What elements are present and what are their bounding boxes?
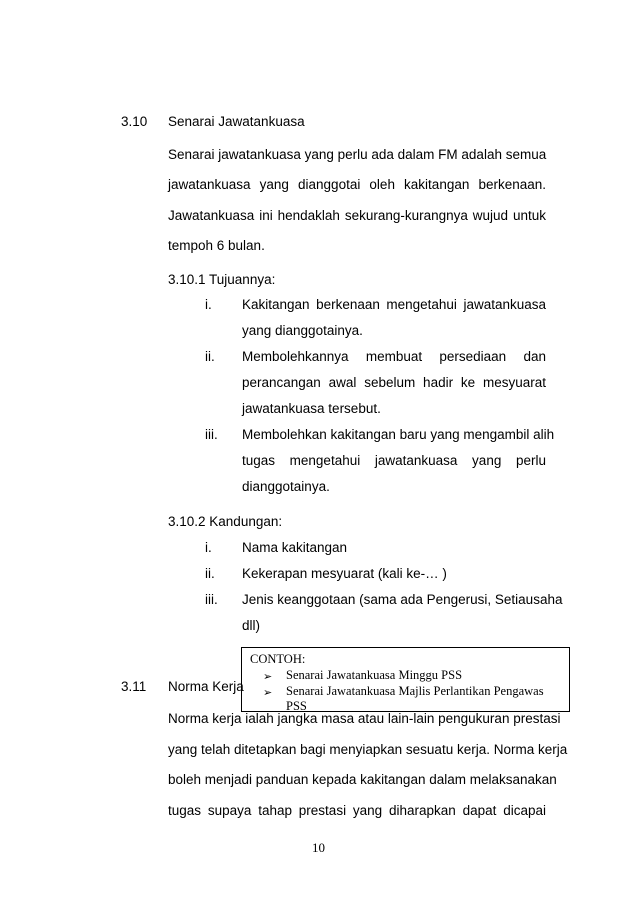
example-item: PSS [286, 699, 307, 713]
list-item-line: Kekerapan mesyuarat (kali ke-… ) [242, 566, 447, 581]
example-label: CONTOH: [250, 652, 306, 666]
list-item-line: perancangan awal sebelum hadir ke mesyuarat [242, 375, 546, 390]
section-title: Norma Kerja [168, 679, 244, 694]
page-number: 10 [312, 840, 325, 855]
subsection-heading: 3.10.1 Tujuannya: [168, 272, 276, 287]
example-item: Senarai Jawatankuasa Majlis Perlantikan Pengawas [286, 684, 544, 698]
list-item-line: tugas mengetahui jawatankuasa yang perlu [242, 453, 546, 468]
list-number: iii. [205, 592, 218, 607]
section-title: Senarai Jawatankuasa [168, 114, 305, 129]
list-item-line: dianggotainya. [242, 479, 330, 494]
list-number: i. [205, 540, 212, 555]
paragraph-line: Jawatankuasa ini hendaklah sekurang-kurangnya wujud untuk [168, 208, 546, 223]
example-box [241, 647, 570, 712]
arrow-bullet-icon: ➢ [263, 687, 273, 699]
subsection-heading: 3.10.2 Kandungan: [168, 514, 283, 529]
paragraph-line: tempoh 6 bulan. [168, 238, 265, 253]
list-item-line: Kakitangan berkenaan mengetahui jawatankuasa [242, 297, 546, 312]
list-number: iii. [205, 427, 218, 442]
example-item: Senarai Jawatankuasa Minggu PSS [286, 668, 463, 682]
section-number: 3.11 [121, 679, 147, 694]
paragraph-line: Senarai jawatankuasa yang perlu ada dalam FM adalah semua [168, 147, 547, 162]
list-number: i. [205, 297, 212, 312]
list-item-line: Membolehkan kakitangan baru yang mengambil alih [242, 427, 555, 442]
list-number: ii. [205, 566, 215, 581]
paragraph-line: jawatankuasa yang dianggotai oleh kakitangan berkenaan. [168, 177, 546, 192]
paragraph-line: Norma kerja ialah jangka masa atau lain-lain pengukuran prestasi [168, 711, 561, 726]
paragraph-line: boleh menjadi panduan kepada kakitangan dalam melaksanakan [168, 772, 557, 787]
list-item-line: dll) [242, 618, 261, 633]
list-item-line: jawatankuasa tersebut. [242, 401, 381, 416]
list-item-line: Membolehkannya membuat persediaan dan [242, 349, 546, 364]
section-number: 3.10 [121, 114, 148, 129]
list-item-line: yang dianggotainya. [242, 323, 363, 338]
list-item-line: Nama kakitangan [242, 540, 348, 555]
paragraph-line: tugas supaya tahap prestasi yang diharapkan dapat dicapai [168, 803, 546, 818]
list-item-line: Jenis keanggotaan (sama ada Pengerusi, Setiausaha [242, 592, 563, 607]
paragraph-line: yang telah ditetapkan bagi menyiapkan sesuatu kerja. Norma kerja [168, 742, 568, 757]
arrow-bullet-icon: ➢ [263, 671, 273, 683]
list-number: ii. [205, 349, 215, 364]
